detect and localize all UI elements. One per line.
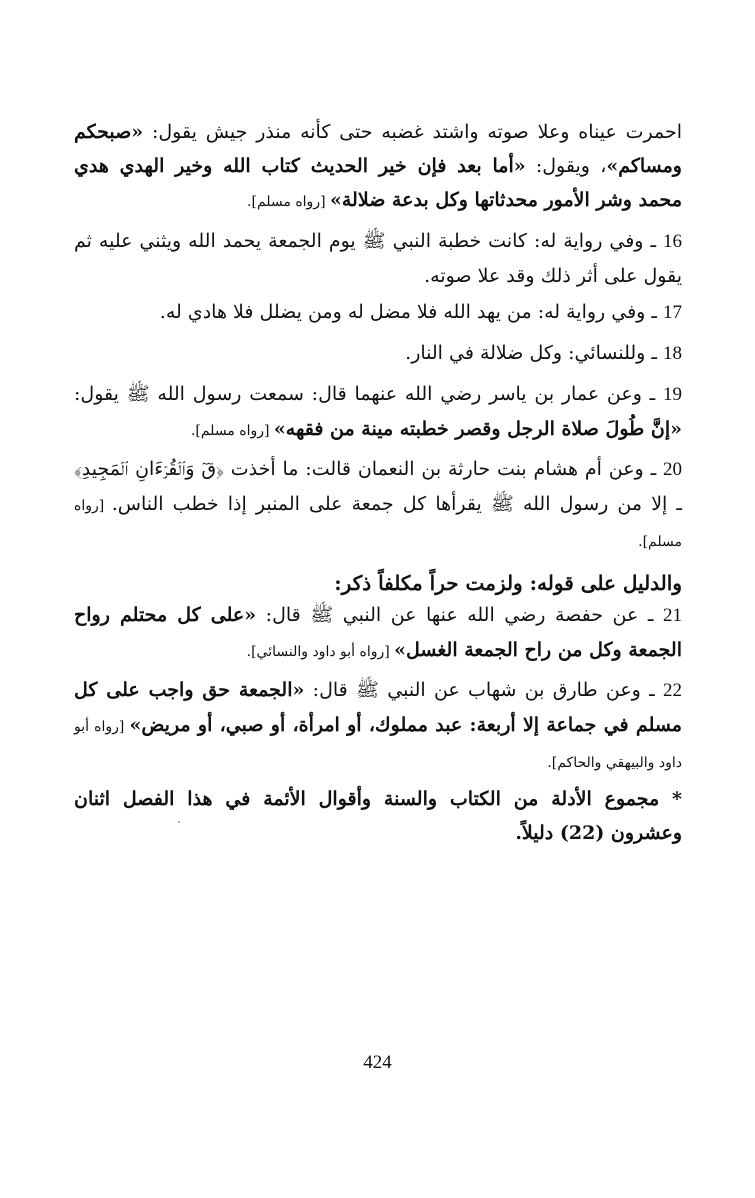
paragraph-hadith-18 (74, 336, 682, 371)
page-number: 424 (363, 1052, 392, 1073)
paragraph-hadith-15-continuation (74, 115, 682, 219)
narration-text: ، ويقول: (525, 155, 607, 177)
source-reference: [رواه مسلم]. (190, 423, 274, 439)
narration-text: ـ وفي رواية له: كانت خطبة النبي ﷺ يوم الجمعة يحمد الله ويثني عليه ثم يقول على أثر ذلك وقد علا صوته. (74, 230, 682, 287)
print-speck (178, 821, 180, 823)
hadith-number: 22 (663, 680, 682, 701)
quran-verse: ﴿قٓ وَٱلۡقُرۡءَانِ ٱلۡمَجِيدِ﴾ (74, 458, 224, 480)
hadith-number: 19 (663, 384, 682, 405)
paragraph-hadith-20 (74, 452, 682, 559)
narration-text: ـ وعن طارق بن شهاب عن النبي ﷺ قال: (304, 679, 663, 701)
source-reference: [رواه مسلم]. (74, 498, 682, 550)
section-heading: والدليل على قوله: ولزمت حراً مكلفاً ذكر: (334, 571, 682, 595)
hadith-number: 18 (663, 343, 682, 364)
hadith-quote: «صبحكم ومساكم» (74, 121, 682, 177)
paragraph-hadith-16 (74, 224, 682, 293)
hadith-quote: «إنَّ طُولَ صلاة الرجل وقصر خطبته مينة من فقهه» (273, 418, 682, 440)
hadith-quote: «الجمعة حق واجب على كل مسلم في جماعة إلا أربعة: عبد مملوك، أو امرأة، أو صبي، أو مريض» (74, 679, 682, 736)
hadith-number: 16 (663, 231, 682, 252)
hadith-number: 21 (663, 605, 682, 626)
paragraph-hadith-22 (74, 673, 682, 780)
hadith-number: 20 (662, 459, 682, 480)
paragraph-hadith-19 (74, 377, 682, 448)
narration-text: ـ وللنسائي: وكل ضلالة في النار. (405, 342, 663, 364)
narration-text: احمرت عيناه وعلا صوته واشتد غضبه حتى كأنه منذر جيش يقول: (143, 121, 682, 143)
narration-text: ـ إلا من رسول الله ﷺ يقرأها كل جمعة على المنبر إذا خطب الناس. (111, 493, 682, 515)
paragraph-hadith-21 (74, 598, 682, 669)
source-reference: [رواه أبو داود والبيهقي والحاكم]. (74, 719, 682, 771)
narration-text: ـ وفي رواية له: من يهد الله فلا مضل له ومن يضلل فلا هادي له. (159, 301, 663, 323)
source-reference: [رواه أبو داود والنسائي]. (246, 644, 395, 660)
hadith-quote: «أما بعد فإن خير الحديث كتاب الله وخير الهدي هدي محمد وشر الأمور محدثاتها وكل بدعة ضلالة» (74, 155, 682, 211)
source-reference: [رواه مسلم]. (247, 194, 330, 210)
evidence-summary: * مجموع الأدلة من الكتاب والسنة وأقوال الأئمة في هذا الفصل اثنان وعشرون (22) دليلاً. (74, 788, 682, 844)
narration-text: ـ وعن أم هشام بنت حارثة بن النعمان قالت: ما أخذت (223, 458, 663, 480)
hadith-number: 17 (663, 302, 682, 323)
hadith-quote: «على كل محتلم رواح الجمعة وكل من راح الجمعة الغسل» (74, 604, 682, 661)
paragraph-hadith-17 (74, 295, 682, 330)
narration-text: ـ عن حفصة رضي الله عنها عن النبي ﷺ قال: (256, 604, 663, 626)
narration-text: ـ وعن عمار بن ياسر رضي الله عنهما قال: سمعت رسول الله ﷺ يقول: (74, 383, 663, 405)
